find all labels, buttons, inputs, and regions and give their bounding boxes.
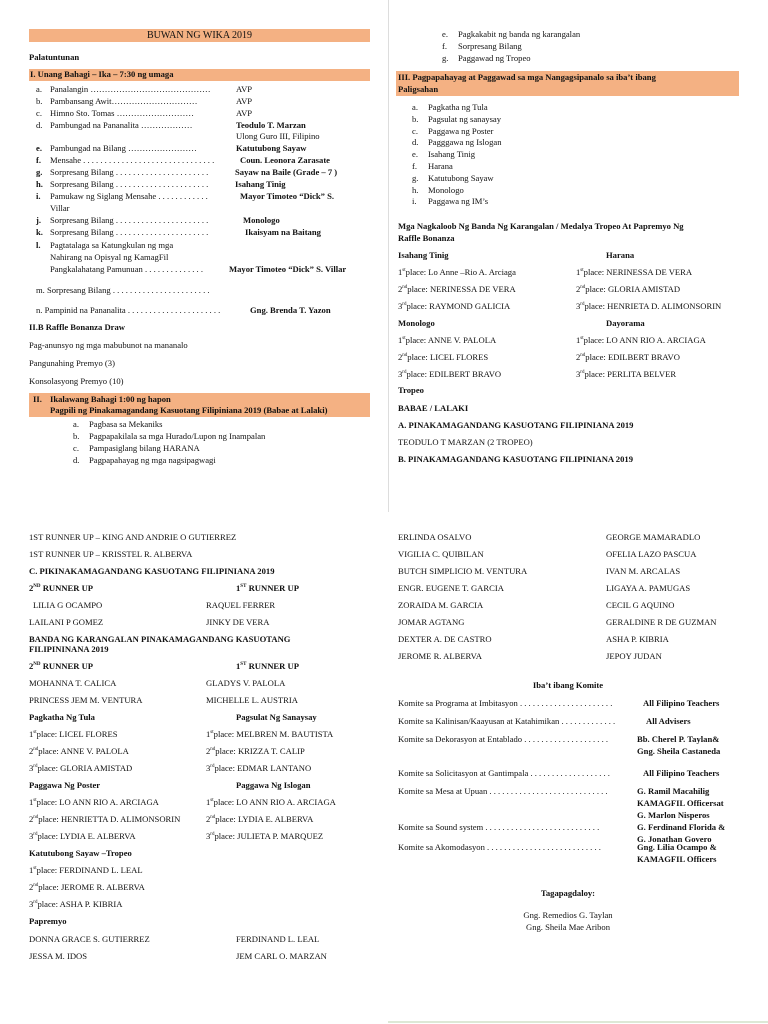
part3-item-letter: h.	[412, 184, 419, 195]
part3-item-text: Pagggawa ng Islogan	[428, 137, 502, 148]
page-divider	[388, 0, 389, 512]
ordinal-suffix: nd	[33, 747, 39, 753]
papremyo-name-1: DONNA GRACE S. GUTIERREZ	[29, 934, 150, 944]
winner-text: place: PERLITA BELVER	[584, 369, 677, 379]
ordinal-suffix: st	[210, 798, 214, 804]
item-l-line-3-left: Pangkalahatang Pamunuan . . . . . . . . . . . . . .	[50, 264, 203, 274]
ordinal-number: 2	[206, 746, 211, 756]
part1-item-letter: k.	[36, 227, 43, 237]
ordinal-suffix: nd	[580, 353, 586, 359]
ordinal-number: 2	[398, 352, 403, 362]
donor-name-left: JEROME R. ALBERVA	[398, 651, 482, 661]
raffle-line-2: Pangunahing Premyo (3)	[29, 358, 115, 368]
part1-item-text: Sorpresang Bilang . . . . . . . . . . . . . . . . . . . . . .	[50, 227, 209, 237]
committee-assignee: KAMAGFIL Officers	[637, 854, 717, 864]
c-col2-head	[236, 583, 299, 594]
ordinal-number: 3	[29, 763, 34, 773]
trophy-step-letter: g.	[442, 53, 449, 63]
committee-assignee: All Filipino Teachers	[643, 698, 720, 708]
sanaysay-first	[206, 729, 333, 740]
part1-item-detail: Mayor Timoteo “Dick” S.	[240, 191, 335, 201]
part3-item-letter: g.	[412, 172, 419, 183]
ordinal-number: 1	[576, 267, 581, 277]
part1-item-text: Himno Sto. Tomas ………………………	[50, 108, 194, 118]
c-col1-head-text: RUNNER UP	[42, 583, 94, 593]
ordinal-suffix: nd	[33, 815, 39, 821]
part2-item-text: Pampasiglang bilang HARANA	[89, 443, 200, 453]
sanaysay-title: Pagsulat Ng Sanaysay	[236, 712, 317, 722]
part1-item-detail: AVP	[236, 108, 253, 118]
winner-text: place: JULIETA P. MARQUEZ	[214, 831, 324, 841]
committee-assignee: G. Jonathan Govero	[637, 834, 712, 844]
part1-item-detail: Katutubong Sayaw	[236, 143, 307, 153]
winner-text: place: JEROME R. ALBERVA	[38, 882, 145, 892]
tropeo-title: Tropeo	[398, 385, 424, 395]
part1-item-text: Pambansang Awit…………………………	[50, 96, 198, 106]
winner-text: place: GLORIA AMISTAD	[37, 763, 133, 773]
committee-assignee: All Advisers	[646, 716, 691, 726]
item-l-letter: l.	[36, 240, 41, 250]
part1-item-text: Sorpresang Bilang . . . . . . . . . . . . . . . . . . . . . .	[50, 215, 209, 225]
donor-name-right: OFELIA LAZO PASCUA	[606, 549, 697, 559]
item-n-right: Gng. Brenda T. Yazon	[250, 305, 331, 315]
ord-2: 2	[29, 583, 34, 593]
isahan-second	[398, 284, 516, 295]
item-l-line-1: Pagtatalaga sa Katungkulan ng mga	[50, 240, 174, 250]
donor-name-left: ERLINDA OSALVO	[398, 532, 472, 542]
tropeo-line-4: B. PINAKAMAGANDANG KASUOTANG FILIPINIANA 2019	[398, 454, 633, 464]
part3-item-text: Pagsulat ng sanaysay	[428, 113, 502, 124]
ordinal-number: 1	[206, 797, 211, 807]
bottom-accent-line	[388, 1021, 768, 1023]
ordinal-number: 3	[206, 831, 211, 841]
part1-item-detail: Monologo	[243, 215, 280, 225]
donor-name-right: IVAN M. ARCALAS	[606, 566, 681, 576]
donor-name-left: DEXTER A. DE CASTRO	[398, 634, 492, 644]
ordinal-suffix: nd	[402, 353, 408, 359]
part3-item-text: Paggawa ng IM’s	[428, 196, 489, 207]
ordinal-number: 2	[29, 814, 34, 824]
committee-name: Komite sa Solicitasyon at Gantimpala . . . . . . . . . . . . . . . . . . .	[398, 768, 610, 778]
ordinal-suffix: st	[580, 336, 584, 342]
winner-text: place: RAYMOND GALICIA	[406, 301, 511, 311]
part2-number: II.	[33, 394, 42, 404]
trophy-step-text: Sorpresang Bilang	[458, 41, 522, 51]
ordinal-suffix: st	[33, 866, 37, 872]
raffle-heading: II.B Raffle Bonanza Draw	[29, 322, 125, 332]
papremyo-name-3: JESSA M. IDOS	[29, 951, 88, 961]
ordinal-number: 2	[576, 284, 581, 294]
c-col1-name-1: LILIA G OCAMPO	[33, 600, 103, 610]
ordinal-suffix: st	[210, 730, 214, 736]
winner-text: place: ANNE V. PALOLA	[38, 746, 129, 756]
ordinal-suffix: rd	[210, 832, 215, 838]
winner-text: place: NERINESSA DE VERA	[583, 267, 693, 277]
part1-item-letter: e.	[36, 143, 42, 153]
ordinal-number: 1	[206, 729, 211, 739]
trophy-step-letter: f.	[442, 41, 448, 51]
c-col1-name-2: LAILANI P GOMEZ	[29, 617, 104, 627]
ordinal-suffix: rd	[210, 764, 215, 770]
ordinal-suffix: st	[580, 268, 584, 274]
poster-third	[29, 831, 136, 842]
part3-item-text: Monologo	[428, 184, 464, 195]
part1-item-detail: Coun. Leonora Zarasate	[240, 155, 330, 165]
tula-third	[29, 763, 132, 774]
ordinal-number: 3	[206, 763, 211, 773]
item-n-left: n. Pampinid na Pananalita . . . . . . . . . . . . . . . . . . . . . .	[36, 305, 221, 315]
raffle-line-3: Konsolasyong Premyo (10)	[29, 376, 124, 386]
donor-name-right: CECIL G AQUINO	[606, 600, 675, 610]
winner-text: place: EDILBERT BRAVO	[585, 352, 680, 362]
monologo-title: Monologo	[398, 318, 435, 328]
isahan-third	[398, 301, 510, 312]
part3-item-text: Katutubong Sayaw	[428, 172, 494, 183]
item-m: m. Sorpresang Bilang . . . . . . . . . . . . . . . . . . . . . . .	[36, 285, 210, 295]
committee-name: Komite sa Akomodasyon . . . . . . . . . . . . . . . . . . . . . . . . . . .	[398, 842, 601, 852]
part2-heading-1: Ikalawang Bahagi 1:00 ng hapon	[50, 394, 171, 404]
committee-assignee: Gng. Sheila Castaneda	[637, 746, 721, 756]
part2-item-text: Pagpapakilala sa mga Hurado/Lupon ng Inampalan	[89, 431, 266, 441]
winner-text: place: EDILBERT BRAVO	[406, 369, 502, 379]
dayorama-second	[576, 352, 680, 363]
part3-item-letter: e.	[412, 149, 418, 160]
ordinal-number: 1	[398, 267, 403, 277]
committee-assignee: Gng. Lilia Ocampo &	[637, 842, 717, 852]
islogan-second	[206, 814, 313, 825]
ordinal-number: 2	[29, 882, 34, 892]
ord-suffix: ST	[240, 662, 247, 668]
donor-name-right: GEORGE MAMARADLO	[606, 532, 701, 542]
part1-item-text: Pamukaw ng Siglang Mensahe . . . . . . . . . . . .	[50, 191, 208, 201]
winner-text: place: KRIZZA T. CALIP	[215, 746, 305, 756]
c-col2-name-2: JINKY DE VERA	[206, 617, 270, 627]
tula-first	[29, 729, 117, 740]
c-title: C. PIKINAKAMAGANDANG KASUOTANG FILIPINIANA 2019	[29, 566, 275, 576]
part1-heading: I. Unang Bahagi – Ika – 7:30 ng umaga	[30, 69, 174, 79]
trophy-step-text: Pagkakabit ng banda ng karangalan	[458, 29, 581, 39]
ord-2: 2	[29, 661, 34, 671]
ord-suffix: ND	[33, 584, 41, 590]
islogan-first	[206, 797, 336, 808]
poster-second	[29, 814, 180, 825]
ordinal-suffix: rd	[33, 900, 38, 906]
ordinal-suffix: nd	[210, 747, 216, 753]
part1-item-letter: i.	[36, 191, 41, 201]
part1-item-text: Panalangin ……………………………………	[50, 84, 211, 94]
komite-title: Iba’t ibang Komite	[532, 680, 604, 690]
ordinal-suffix: nd	[580, 285, 586, 291]
ordinal-number: 2	[576, 352, 581, 362]
part1-item-text: Pambungad na Pananalita ………………	[50, 120, 193, 130]
ordinal-number: 2	[206, 814, 211, 824]
part1-item-letter: d.	[36, 120, 43, 130]
dayorama-third	[576, 369, 676, 380]
banda-col2-name-1: GLADYS V. PALOLA	[206, 678, 286, 688]
c-col2-name-1: RAQUEL FERRER	[206, 600, 276, 610]
part1-item-text: Sorpresang Bilang . . . . . . . . . . . . . . . . . . . . . .	[50, 167, 209, 177]
ordinal-suffix: nd	[402, 285, 408, 291]
committee-assignee: All Filipino Teachers	[643, 768, 720, 778]
ordinal-number: 1	[29, 865, 34, 875]
winner-text: place: LO ANN RIO A. ARCIAGA	[36, 797, 159, 807]
ordinal-number: 3	[576, 369, 581, 379]
awards-title-1: Mga Nagkaloob Ng Banda Ng Karangalan / Medalya Tropeo At Papremyo Ng	[398, 221, 684, 231]
banda-col1-head-text: RUNNER UP	[42, 661, 94, 671]
donor-name-right: GERALDINE R DE GUZMAN	[606, 617, 717, 627]
monologo-first	[398, 335, 496, 346]
ord-suffix: ND	[33, 662, 41, 668]
papremyo-title: Papremyo	[29, 916, 67, 926]
winner-text: place: MELBREN M. BAUTISTA	[213, 729, 334, 739]
isahan-first	[398, 267, 516, 278]
monologo-third	[398, 369, 501, 380]
donor-name-left: JOMAR AGTANG	[398, 617, 465, 627]
ordinal-number: 3	[29, 899, 34, 909]
sanaysay-third	[206, 763, 311, 774]
part3-heading-1: III. Pagpapahayag at Paggawad sa mga Nangagsipanalo sa iba’t ibang	[398, 72, 656, 82]
runner-up-line-2: 1ST RUNNER UP – KRISSTEL R. ALBERVA	[29, 549, 193, 559]
harana-first	[576, 267, 692, 278]
ordinal-suffix: nd	[210, 815, 216, 821]
ordinal-number: 2	[398, 284, 403, 294]
sayaw-third	[29, 899, 122, 910]
ordinal-number: 2	[29, 746, 34, 756]
winner-text: place: FERDINAND L. LEAL	[36, 865, 143, 875]
harana-third	[576, 301, 721, 312]
part3-item-letter: b.	[412, 113, 419, 124]
part3-item-letter: a.	[412, 102, 418, 112]
monologo-second	[398, 352, 488, 363]
banda-col1-head	[29, 661, 93, 672]
ordinal-number: 3	[576, 301, 581, 311]
ordinal-suffix: rd	[33, 832, 38, 838]
committee-name: Komite sa Programa at Imbitasyon . . . . . . . . . . . . . . . . . . . . . .	[398, 698, 613, 708]
papremyo-name-4: JEM CARL O. MARZAN	[236, 951, 327, 961]
raffle-line-1: Pag-anunsyo ng mga mabubunot na mananalo	[29, 340, 188, 350]
part1-item-text: Mensahe . . . . . . . . . . . . . . . . . . . . . . . . . . . . . . .	[50, 155, 215, 165]
winner-text: place: Lo Anne –Rio A. Arciaga	[405, 267, 516, 277]
runner-up-line-1: 1ST RUNNER UP – KING AND ANDRIE O GUTIERREZ	[29, 532, 237, 542]
banda-col2-head-text: RUNNER UP	[248, 661, 299, 671]
c-col1-head	[29, 583, 93, 594]
part1-item-detail: AVP	[236, 96, 253, 106]
part1-item-detail: AVP	[236, 84, 253, 94]
part1-item-detail: Ulong Guro III, Filipino	[236, 131, 320, 141]
donor-name-right: ASHA P. KIBRIA	[606, 634, 669, 644]
harana-title: Harana	[606, 250, 635, 260]
part1-item-detail: Isahang Tinig	[235, 179, 286, 189]
ordinal-number: 3	[398, 301, 403, 311]
page-title: BUWAN NG WIKA 2019	[146, 30, 253, 41]
part3-item-text: Paggawa ng Poster	[428, 125, 494, 136]
part2-item-text: Pagpapahayag ng mga nagsipagwagi	[89, 455, 216, 465]
donor-name-right: LIGAYA A. PAMUGAS	[606, 583, 691, 593]
committee-name: Komite sa Kalinisan/Kaayusan at Katahimikan . . . . . . . . . . . . .	[398, 716, 616, 726]
sayaw-title: Katutubong Sayaw –Tropeo	[29, 848, 132, 858]
part2-item-text: Pagbasa sa Mekaniks	[89, 419, 163, 429]
committee-name: Komite sa Dekorasyon at Entablado . . . . . . . . . . . . . . . . . . . .	[398, 734, 609, 744]
committee-assignee: G. Ramil Macahilig	[637, 786, 710, 796]
part3-item-letter: i.	[412, 196, 417, 207]
part1-item-letter: h.	[36, 179, 43, 189]
item-l-line-3-right: Mayor Timoteo “Dick” S. Villar	[229, 264, 347, 274]
donor-name-right: JEPOY JUDAN	[606, 651, 662, 661]
part1-item-text: Sorpresang Bilang . . . . . . . . . . . . . . . . . . . . . .	[50, 179, 209, 189]
tropeo-line-1: BABAE / LALAKI	[398, 403, 469, 413]
part1-item-text: Villar	[50, 203, 70, 213]
committee-assignee: Bb. Cherel P. Taylan&	[637, 734, 720, 744]
winner-text: place: LO ANN RIO A. ARCIAGA	[213, 797, 336, 807]
part3-item-letter: c.	[412, 125, 418, 136]
banda-title-1: BANDA NG KARANGALAN PINAKAMAGANDANG KASUOTANG	[29, 634, 291, 644]
winner-text: place: LYDIA E. ALBERVA	[215, 814, 314, 824]
islogan-third	[206, 831, 323, 842]
donor-name-left: ENGR. EUGENE T. GARCIA	[398, 583, 504, 593]
tagapagdaloy-name-1: Gng. Remedios G. Taylan	[523, 910, 613, 920]
ordinal-number: 1	[29, 729, 34, 739]
ordinal-suffix: rd	[402, 370, 407, 376]
part1-item-letter: g.	[36, 167, 43, 177]
part2-heading-2: Pagpili ng Pinakamagandang Kasuotang Filipiniana 2019 (Babae at Lalaki)	[50, 405, 328, 415]
isahan-title: Isahang Tinig	[398, 250, 449, 260]
ord-1: 1	[236, 661, 241, 671]
winner-text: place: NERINESSA DE VERA	[407, 284, 516, 294]
committee-assignee: G. Marlon Nisperos	[637, 810, 710, 820]
part1-item-letter: b.	[36, 96, 43, 106]
committee-name: Komite sa Mesa at Upuan . . . . . . . . . . . . . . . . . . . . . . . . . . . .	[398, 786, 608, 796]
tagapagdaloy-title: Tagapagdaloy:	[540, 888, 596, 898]
part1-item-text: Pambungad na Bilang ……………………	[50, 143, 197, 153]
winner-text: place: LO ANN RIO A. ARCIAGA	[583, 335, 706, 345]
banda-col1-name-1: MOHANNA T. CALICA	[29, 678, 117, 688]
part2-item-letter: a.	[73, 419, 79, 429]
ordinal-number: 1	[398, 335, 403, 345]
part2-item-letter: b.	[73, 431, 80, 441]
item-l-line-2: Nahirang na Opisyal ng KamagFil	[50, 252, 169, 262]
part3-item-letter: d.	[412, 137, 419, 148]
part2-item-letter: d.	[73, 455, 80, 465]
part1-item-detail: Ikaisyam na Baitang	[245, 227, 321, 237]
poster-title: Paggawa Ng Poster	[29, 780, 101, 790]
part1-item-letter: c.	[36, 108, 42, 118]
winner-text: place: EDMAR LANTANO	[214, 763, 312, 773]
dayorama-first	[576, 335, 706, 346]
donor-name-left: BUTCH SIMPLICIO M. VENTURA	[398, 566, 528, 576]
ord-suffix: ST	[240, 584, 247, 590]
banda-col2-head	[236, 661, 299, 672]
ordinal-number: 3	[29, 831, 34, 841]
committee-assignee: KAMAGFIL Officersat	[637, 798, 724, 808]
part3-item-text: Pagkatha ng Tula	[428, 102, 488, 112]
islogan-title: Paggawa Ng Islogan	[236, 780, 311, 790]
ordinal-suffix: rd	[33, 764, 38, 770]
tropeo-line-3: TEODULO T MARZAN (2 TROPEO)	[398, 437, 533, 447]
part1-item-letter: a.	[36, 84, 42, 94]
donor-name-left: VIGILIA C. QUIBILAN	[398, 549, 484, 559]
ordinal-suffix: st	[33, 730, 37, 736]
banda-col1-name-2: PRINCESS JEM M. VENTURA	[29, 695, 143, 705]
winner-text: place: GLORIA AMISTAD	[585, 284, 681, 294]
part3-heading-2: Paligsahan	[398, 84, 439, 94]
committee-name: Komite sa Sound system . . . . . . . . . . . . . . . . . . . . . . . . . . .	[398, 822, 600, 832]
tula-title: Pagkatha Ng Tula	[29, 712, 95, 722]
part1-item-letter: j.	[36, 215, 42, 225]
tagapagdaloy-name-2: Gng. Sheila Mae Aribon	[525, 922, 610, 932]
part3-item-text: Isahang Tinig	[428, 149, 476, 160]
part3-item-letter: f.	[412, 161, 418, 171]
ordinal-number: 3	[398, 369, 403, 379]
trophy-step-text: Paggawad ng Tropeo	[458, 53, 531, 63]
winner-text: place: HENRIETA D. ALIMONSORIN	[584, 301, 722, 311]
ordinal-suffix: rd	[402, 302, 407, 308]
ordinal-suffix: rd	[580, 302, 585, 308]
winner-text: place: ANNE V. PALOLA	[405, 335, 497, 345]
sanaysay-second	[206, 746, 305, 757]
ord-1: 1	[236, 583, 241, 593]
winner-text: place: LICEL FLORES	[407, 352, 489, 362]
part1-item-detail: Sayaw na Baile (Grade – 7 )	[235, 167, 338, 177]
part1-item-detail: Teodulo T. Marzan	[236, 120, 306, 130]
part3-item-text: Harana	[428, 161, 453, 171]
harana-second	[576, 284, 680, 295]
ordinal-number: 1	[576, 335, 581, 345]
poster-first	[29, 797, 159, 808]
winner-text: place: LYDIA E. ALBERVA	[37, 831, 136, 841]
tula-second	[29, 746, 129, 757]
ordinal-suffix: st	[402, 336, 406, 342]
winner-text: place: HENRIETTA D. ALIMONSORIN	[38, 814, 181, 824]
ordinal-suffix: rd	[580, 370, 585, 376]
awards-title-2: Raffle Bonanza	[398, 233, 455, 243]
ordinal-suffix: st	[33, 798, 37, 804]
palatuntunan-heading: Palatuntunan	[29, 52, 80, 62]
papremyo-name-2: FERDINAND L. LEAL	[236, 934, 320, 944]
winner-text: place: LICEL FLORES	[36, 729, 118, 739]
dayorama-title: Dayorama	[606, 318, 645, 328]
part1-item-letter: f.	[36, 155, 42, 165]
winner-text: place: ASHA P. KIBRIA	[37, 899, 123, 909]
trophy-step-letter: e.	[442, 29, 448, 39]
part2-item-letter: c.	[73, 443, 79, 453]
sayaw-second	[29, 882, 145, 893]
committee-assignee: G. Ferdinand Florida &	[637, 822, 726, 832]
ordinal-number: 1	[29, 797, 34, 807]
c-col2-head-text: RUNNER UP	[248, 583, 299, 593]
ordinal-suffix: nd	[33, 883, 39, 889]
sayaw-first	[29, 865, 143, 876]
tropeo-line-2: A. PINAKAMAGANDANG KASUOTANG FILIPINIANA 2019	[398, 420, 634, 430]
ordinal-suffix: st	[402, 268, 406, 274]
donor-name-left: ZORAIDA M. GARCIA	[398, 600, 484, 610]
banda-col2-name-2: MICHELLE L. AUSTRIA	[206, 695, 298, 705]
banda-title-2: FILIPININANA 2019	[29, 644, 109, 654]
